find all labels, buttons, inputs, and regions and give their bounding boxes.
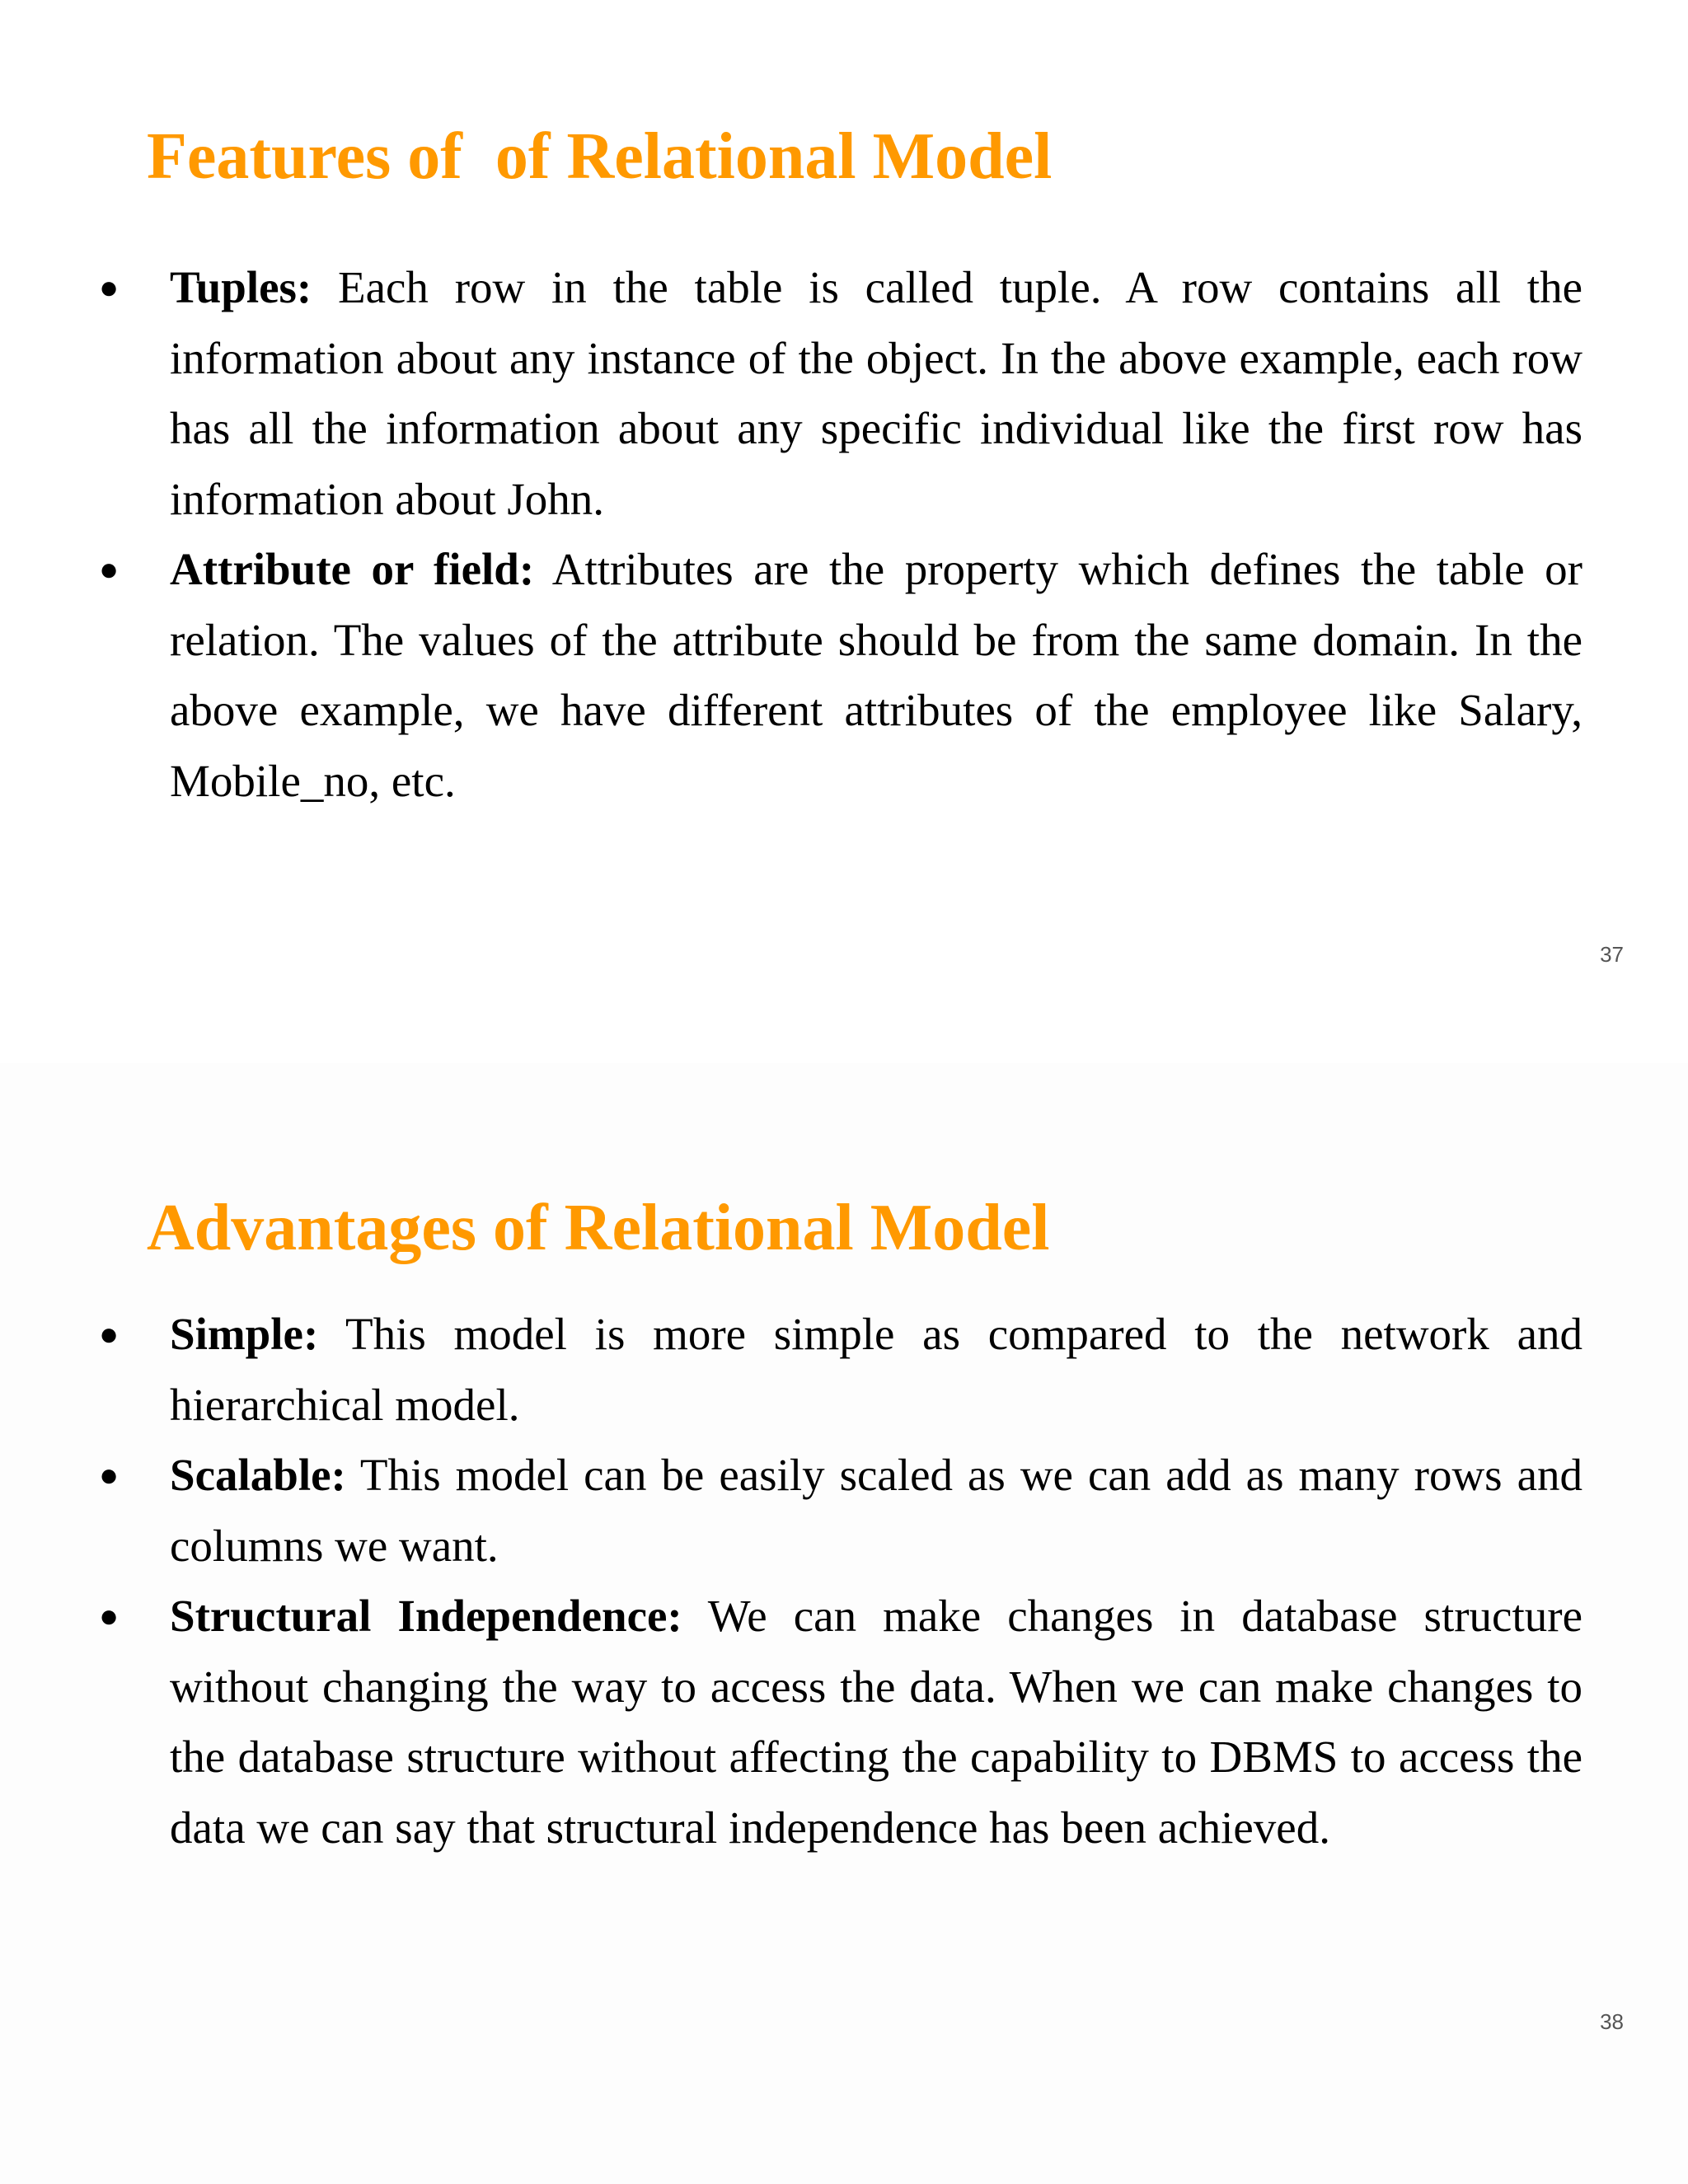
bullet-icon: ●	[99, 1456, 120, 1493]
list-item	[99, 534, 1582, 816]
term-description: We can make changes in database structure without changing the way to access the data. When we can make changes to the database structure without affecting the capability to DBMS to access the data we can say that structural independence has been achieved.	[170, 1591, 1582, 1853]
term-label: Simple:	[170, 1309, 319, 1359]
list-item	[99, 252, 1582, 534]
term-description: This model is more simple as compared to the network and hierarchical model.	[170, 1309, 1582, 1430]
page-title: Features of of Relational Model	[147, 120, 1053, 193]
page-number: 38	[1600, 2009, 1624, 2034]
bullet-icon: ●	[99, 1597, 120, 1634]
term-label: Attribute or field:	[170, 544, 535, 594]
term-description: Each row in the table is called tuple. A row contains all the information about any instance of the object. In the above example, each row has all the information about any specific individual like the first row has information about John.	[170, 262, 1583, 524]
list-item	[99, 1581, 1582, 1863]
bullet-icon: ●	[99, 551, 120, 588]
page-number: 37	[1600, 942, 1624, 967]
term-label: Scalable:	[170, 1450, 346, 1500]
slide-page-38	[0, 1063, 1688, 2184]
list-item	[99, 1440, 1582, 1581]
bullet-list	[99, 252, 1582, 816]
term-description: This model can be easily scaled as we can add as many rows and columns we want.	[170, 1450, 1582, 1571]
bullet-icon: ●	[99, 1315, 120, 1352]
bullet-list	[99, 1299, 1582, 1863]
term-label: Structural Independence:	[170, 1591, 682, 1641]
slide-page-37	[0, 0, 1688, 1063]
page-title: Advantages of Relational Model	[147, 1192, 1050, 1264]
list-item	[99, 1299, 1582, 1440]
term-description: Attributes are the property which defines the table or relation. The values of the attribute should be from the same domain. In the above example, we have different attributes of the employee like Salary, Mobile_no, etc.	[170, 544, 1582, 806]
term-label: Tuples:	[170, 262, 312, 312]
bullet-icon: ●	[99, 269, 120, 306]
